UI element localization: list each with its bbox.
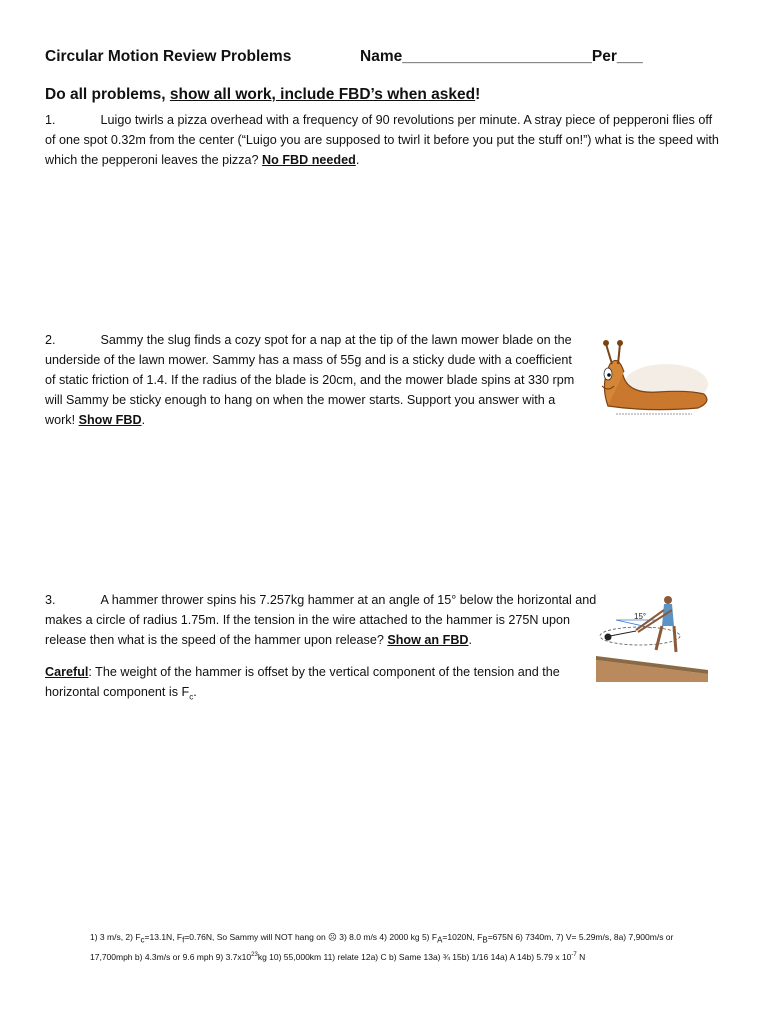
instructions-prefix: Do all problems, bbox=[45, 86, 170, 103]
problem-text: A hammer thrower spins his 7.257kg hammer at an angle of 15° below the horizontal and makes a circle of radius 1.75m. If the tension in the wire attached to the hammer is 275N upon release then what is the speed of the hammer upon release? bbox=[45, 593, 597, 647]
instructions-emphasis: show all work, include FBD’s when asked bbox=[169, 86, 476, 103]
worksheet-title: Circular Motion Review Problems bbox=[45, 48, 292, 65]
instructions-suffix: ! bbox=[475, 86, 481, 103]
careful-text: : The weight of the hammer is offset by the vertical component of the tension and the horizontal component is F bbox=[45, 665, 560, 699]
problem-text: Luigo twirls a pizza overhead with a frequency of 90 revolutions per minute. A stray piece of pepperoni flies off of one spot 0.32m from the center (“Luigo you are supposed to twirl it before you put the stuff on!”) what is the speed with which the pepperoni leaves the pizza? bbox=[45, 113, 719, 167]
fbd-note: Show FBD bbox=[78, 413, 142, 427]
problem-text: Sammy the slug finds a cozy spot for a nap at the tip of the lawn mower blade on the underside of the lawn mower. Sammy has a mass of 55g and is a sticky dude with a coefficient of static friction of 1.4. If the radius of the blade is 20cm, and the mower blade spins at 330 rpm will Sammy be sticky enough to hang on when the mower starts. Support you answer with a work! bbox=[45, 333, 575, 427]
fbd-note: Show an FBD bbox=[387, 633, 469, 647]
problem-2: 2. Sammy the slug finds a cozy spot for a nap at the tip of the lawn mower blade on the underside of the lawn mower. Sammy has a mass of 55g and is a sticky dude with a coefficient of static friction of 1.4. If the radius of the blade is 20cm, and the mower blade spins at 330 rpm will Sammy be sticky enough to hang on when the mower starts. Support you answer with a work! Show FBD. bbox=[45, 333, 575, 427]
answer-key bbox=[90, 930, 730, 964]
instructions bbox=[45, 86, 480, 104]
answer-line-2: 17,700mph b) 4.3m/s or 9.6 mph 9) $3.7x10^{23}kg$ 10) 55,000km 11) relate 12a) C b) Same 13a) ¾ 15b) 1/16 14a) A 14b) 5.79 x $10^{-7}$ N bbox=[90, 951, 586, 962]
worksheet-header bbox=[45, 48, 745, 70]
problem-number: 2. bbox=[45, 333, 56, 347]
answer-line-1: 1) 3 m/s, 2) $F_c=13.1N$, $F_f=0.76N$, So Sammy will NOT hang on ☹ 3) 8.0 m/s 4) 2000 kg 5) $F_A=1020N$, $F_B=675N$ 6) 7340m, 7) V= 5.29m/s, 8a) 7,900m/s or bbox=[90, 932, 674, 945]
problem-3: 3. A hammer thrower spins his 7.257kg hammer at an angle of 15° below the horizontal and makes a circle of radius 1.75m. If the tension in the wire attached to the hammer is 275N upon release then what is the speed of the hammer upon release? Show an FBD. bbox=[45, 593, 597, 647]
angle-label: 15° bbox=[634, 612, 647, 621]
slug-illustration bbox=[588, 334, 714, 418]
problem-1: 1. Luigo twirls a pizza overhead with a frequency of 90 revolutions per minute. A stray piece of pepperoni flies off of one spot 0.32m from the center (“Luigo you are supposed to twirl it before you put the stuff on!”) what is the speed with which the pepperoni leaves the pizza? No FBD needed. bbox=[45, 113, 719, 167]
hammer-thrower-illustration bbox=[596, 590, 708, 682]
problem-number: 3. bbox=[45, 593, 56, 607]
problem-number: 1. bbox=[45, 113, 56, 127]
careful-note: Careful: The weight of the hammer is offset by the vertical component of the tension and the horizontal component is $F_c$. bbox=[45, 665, 560, 702]
fbd-note: No FBD needed bbox=[262, 153, 356, 167]
name-period-line: Name______________________Per___ bbox=[360, 48, 643, 65]
careful-label: Careful bbox=[45, 665, 89, 679]
